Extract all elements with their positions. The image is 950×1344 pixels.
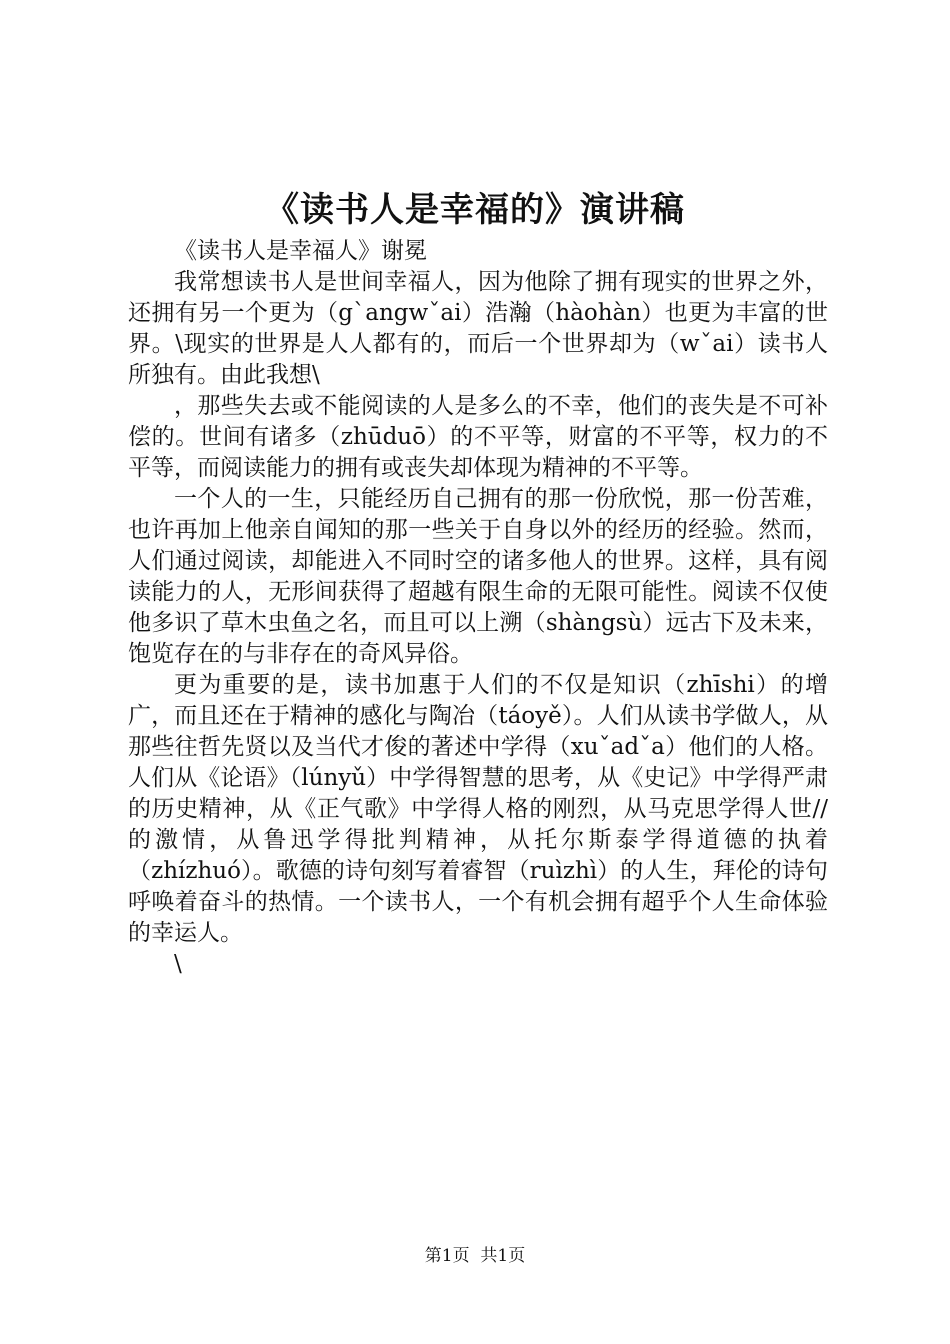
document-body (128, 236, 828, 980)
page-footer: 第1页 共1页 (424, 1246, 526, 1266)
document-title: 《读书人是幸福的》演讲稿 (265, 190, 685, 230)
paragraph: ，那些失去或不能阅读的人是多么的不幸，他们的丧失是不可补偿的。世间有诸多（zhūduō）的不平等，财富的不平等，权力的不平等，而阅读能力的拥有或丧失却体现为精神的不平等。 (128, 393, 828, 481)
paragraph: \ (174, 951, 182, 977)
paragraph: 一个人的一生，只能经历自己拥有的那一份欣悦，那一份苦难，也许再加上他亲自闻知的那一些关于自身以外的经历的经验。然而，人们通过阅读，却能进入不同时空的诸多他人的世界。这样，具有阅读能力的人，无形间获得了超越有限生命的无限可能性。阅读不仅使他多识了草木虫鱼之名，而且可以上溯（shàngsù）远古下及未来，饱览存在的与非存在的奇风异俗。 (128, 486, 828, 667)
paragraph-subtitle: 《读书人是幸福人》谢冕 (174, 238, 427, 264)
paragraph: 更为重要的是，读书加惠于人们的不仅是知识（zhīshi）的增广，而且还在于精神的感化与陶冶（táoyě）。人们从读书学做人，从那些往哲先贤以及当代才俊的著述中学得（xuˇadˇa）他们的人格。人们从《论语》（lúnyǔ）中学得智慧的思考，从《史记》中学得严肃的历史精神，从《正气歌》中学得人格的刚烈，从马克思学得人世//的激情，从鲁迅学得批判精神，从托尔斯泰学得道德的执着（zhízhuó）。歌德的诗句刻写着睿智（ruìzhì）的人生，拜伦的诗句呼唤着奋斗的热情。一个读书人，一个有机会拥有超乎个人生命体验的幸运人。 (128, 672, 828, 946)
paragraph: 我常想读书人是世间幸福人，因为他除了拥有现实的世界之外，还拥有另一个更为（gˋangwˇai）浩瀚（hàohàn）也更为丰富的世界。\现实的世界是人人都有的，而后一个世界却为（wˇai）读书人所独有。由此我想\ (128, 269, 828, 388)
